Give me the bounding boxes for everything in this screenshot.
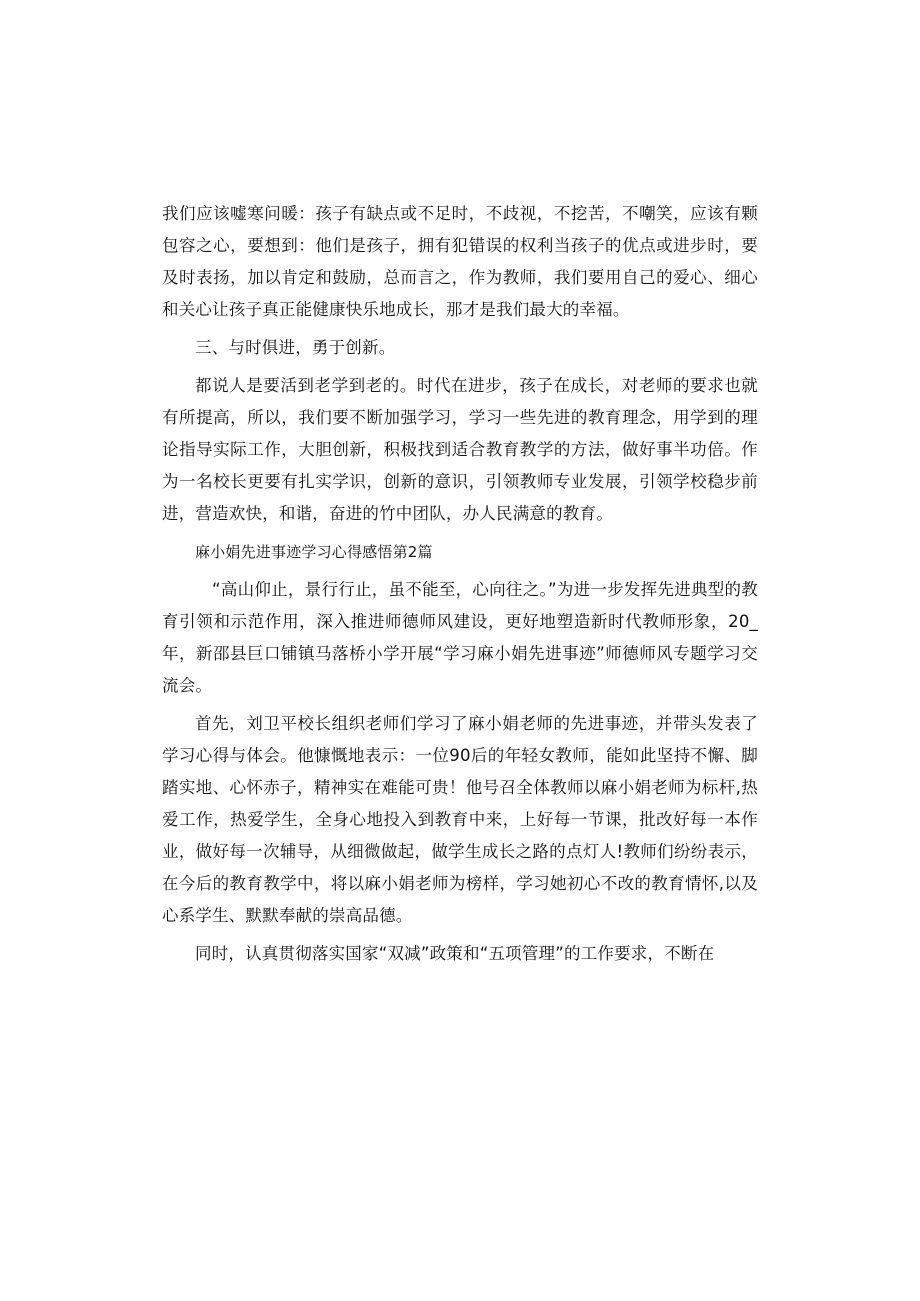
document-body — [162, 198, 758, 976]
paragraph-lifelong-learning: 都说人是要活到老学到老的。时代在进步，孩子在成长，对老师的要求也就有所提高，所以，我们要不断加强学习，学习一些先进的教育理念，用学到的理论指导实际工作，大胆创新，积极找到适合教育教学的方法，做好事半功倍。作为一名校长更要有扎实学识，创新的意识，引领教师专业发展，引领学校稳步前进，营造欢快，和谐，奋进的竹中团队，办人民满意的教育。 — [162, 376, 758, 523]
paragraph-quote-intro: “高山仰止，景行行止，虽不能至，心向往之。”为进一步发挥先进典型的教育引领和示范作用，深入推进师德师风建设，更好地塑造新时代教师形象，20_年，新邵县巨口铺镇马落桥小学开展“学习麻小娟先进事迹”师德师风专题学习交流会。 — [162, 580, 758, 695]
paragraph-principal-speech: 首先，刘卫平校长组织老师们学习了麻小娟老师的先进事迹，并带头发表了学习心得与体会。他慷慨地表示：一位90后的年轻女教师，能如此坚持不懈、脚踏实地、心怀赤子，精神实在难能可贵！他号召全体教师以麻小娟老师为标杆,热爱工作，热爱学生，全身心地投入到教育中来，上好每一节课，批改好每一本作业，做好每一次辅导，从细微做起，做学生成长之路的点灯人!教师们纷纷表示，在今后的教育教学中，将以麻小娟老师为榜样，学习她初心不改的教育情怀,以及心系学生、默默奉献的崇高品德。 — [162, 714, 758, 925]
paragraph-care: 我们应该嘘寒问暖：孩子有缺点或不足时，不歧视，不挖苦，不嘲笑，应该有颗包容之心，要想到：他们是孩子，拥有犯错误的权利当孩子的优点或进步时，要及时表扬，加以肯定和鼓励，总而言之，作为教师，我们要用自己的爱心、细心和关心让孩子真正能健康快乐地成长，那才是我们最大的幸福。 — [162, 204, 758, 319]
section-heading-innovation: 三、与时俱进，勇于创新。 — [195, 338, 396, 357]
paragraph-double-reduction: 同时，认真贯彻落实国家“双减”政策和“五项管理”的工作要求，不断在 — [195, 944, 715, 963]
article-title-part-2: 麻小娟先进事迹学习心得感悟第2篇 — [195, 543, 433, 561]
